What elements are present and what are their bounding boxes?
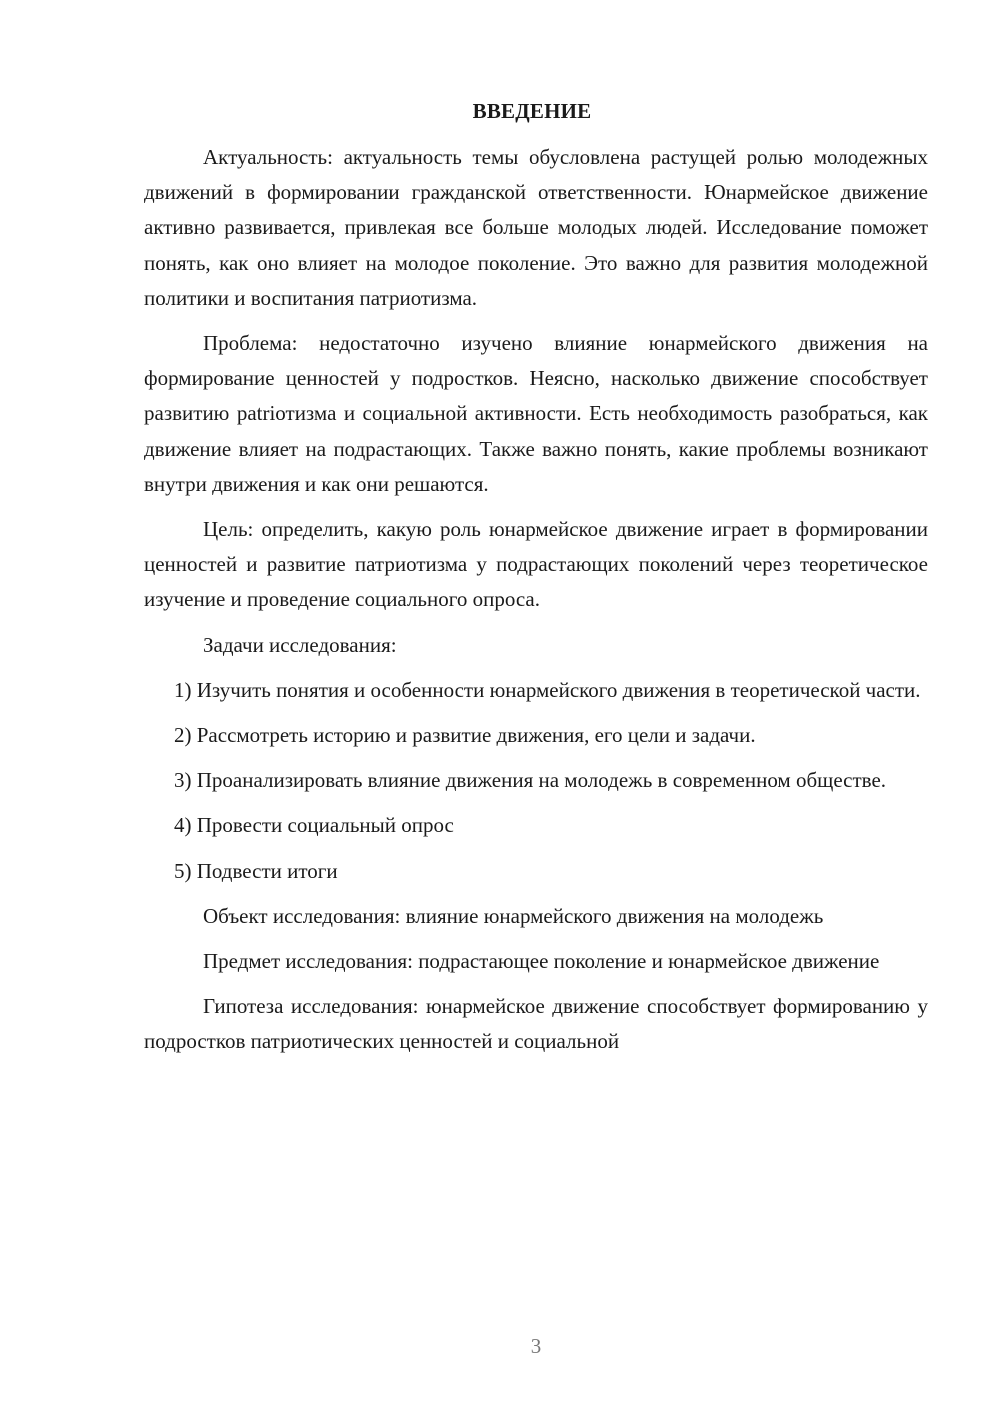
subject-paragraph: Предмет исследования: подрастающее поколение и юнармейское движение: [203, 949, 880, 974]
task-item: 4) Провести социальный опрос: [174, 813, 454, 838]
goal-paragraph: Цель: определить, какую роль юнармейское движение играет в формировании ценностей и развитие патриотизма у подрастающих поколений через теоретическое изучение и проведение социального опроса.: [144, 517, 928, 612]
page-number: 3: [530, 1334, 542, 1358]
hypothesis-paragraph: Гипотеза исследования: юнармейское движение способствует формированию у подростков патриотических ценностей и социальной: [144, 994, 928, 1054]
section-title: ВВЕДЕНИЕ: [472, 99, 592, 123]
problem-paragraph: Проблема: недостаточно изучено влияние юнармейского движения на формирование ценностей у подростков. Неясно, насколько движение способствует развитию patriотизма и социальной активности. Есть необходимость разобраться, как движение влияет на подрастающих. Также важно понять, какие проблемы возникают внутри движения и как они решаются.: [144, 331, 928, 496]
object-paragraph: Объект исследования: влияние юнармейского движения на молодежь: [203, 903, 824, 928]
task-item: 2) Рассмотреть историю и развитие движения, его цели и задачи.: [174, 723, 756, 748]
task-item: 3) Проанализировать влияние движения на молодежь в современном обществе.: [174, 768, 887, 793]
relevance-paragraph: Актуальность: актуальность темы обусловлена растущей ролью молодежных движений в формировании гражданской ответственности. Юнармейское движение активно развивается, привлекая все больше молодых людей. Исследование поможет понять, как оно влияет на молодое поколение. Это важно для развития молодежной политики и воспитания патриотизма.: [144, 145, 928, 310]
tasks-heading: Задачи исследования:: [203, 632, 397, 657]
task-item: 5) Подвести итоги: [174, 858, 338, 883]
task-item: 1) Изучить понятия и особенности юнармейского движения в теоретической части.: [174, 677, 921, 702]
document-body: [144, 96, 928, 1070]
